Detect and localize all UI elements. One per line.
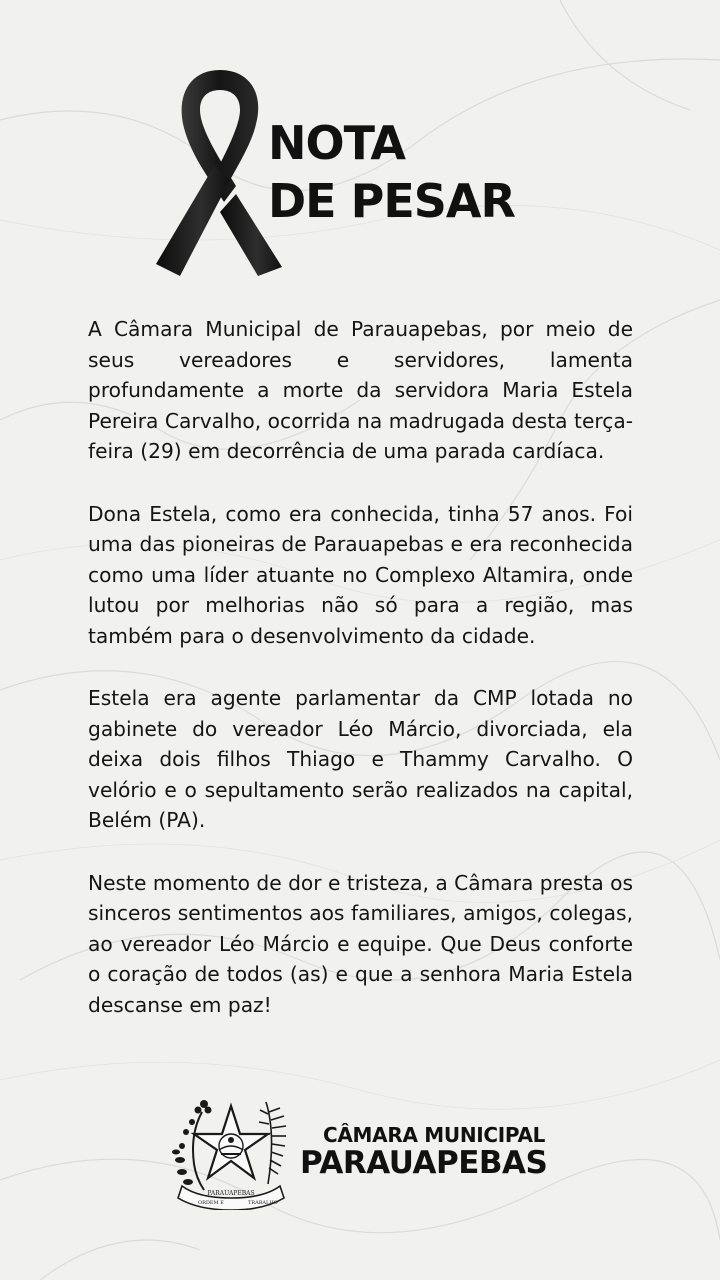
logo-line-2: PARAUAPEBAS [300, 1145, 548, 1181]
condolence-message [88, 314, 633, 1052]
crest-banner-center: PARAUAPEBAS [207, 1190, 255, 1197]
logo-line-1: CÂMARA MUNICIPAL [323, 1123, 546, 1147]
page-title [268, 114, 515, 230]
title-line-1: NOTA [268, 116, 406, 170]
crest-banner-right: TRABALHO [248, 1200, 278, 1206]
institution-logo [300, 1124, 547, 1180]
paragraph-2: Dona Estela, como era conhecida, tinha 57 anos. Foi uma das pioneiras de Parauapebas e era reconhecida como uma líder atuante no Complexo Altamira, onde lutou por melhorias não só para a região, mas também para o desenvolvimento da cidade. [88, 501, 633, 648]
paragraph-4: Neste momento de dor e tristeza, a Câmara presta os sinceros sentimentos aos familiares, amigos, colegas, ao vereador Léo Márcio e equipe. Que Deus conforte o coração de todos (as) e que a senhora Maria Estela descanse em paz! [88, 870, 633, 1017]
title-line-2: DE PESAR [268, 174, 515, 228]
paragraph-3: Estela era agente parlamentar da CMP lotada no gabinete do vereador Léo Márcio, divorciada, ela deixa dois filhos Thiago e Thammy Carvalho. O velório e o sepultamento serão realizados na capital, Belém (PA). [88, 686, 633, 832]
crest-banner-left: ORDEM E [198, 1200, 224, 1206]
paragraph-1: A Câmara Municipal de Parauapebas, por meio de seus vereadores e servidores, lamenta profundamente a morte da servidora Maria Estela Pereira Carvalho, ocorrida na madrugada desta terça-feira (29) em decorrência de uma parada cardíaca. [88, 317, 633, 463]
municipal-crest-icon [168, 1094, 294, 1210]
